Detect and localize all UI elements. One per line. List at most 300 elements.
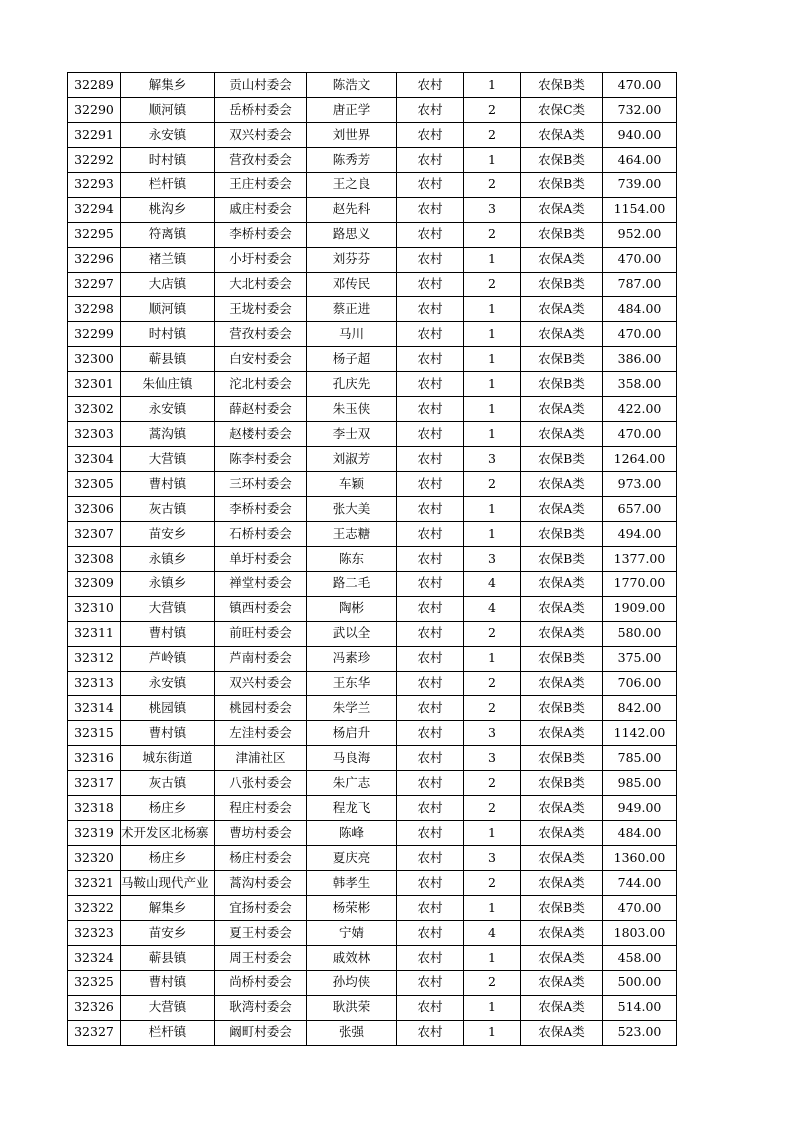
record-id-cell: 32312: [68, 646, 121, 671]
person-name-cell: 刘世界: [307, 122, 397, 147]
record-id-cell: 32306: [68, 496, 121, 521]
village-committee-cell: 大北村委会: [215, 272, 307, 297]
amount-cell: 484.00: [603, 297, 677, 322]
member-count-cell: 3: [464, 197, 521, 222]
village-committee-cell: 蒿沟村委会: [215, 871, 307, 896]
village-committee-cell: 贡山村委会: [215, 73, 307, 98]
town-cell: 蕲县镇: [121, 945, 215, 970]
insurance-category-cell: 农保A类: [521, 297, 603, 322]
village-committee-cell: 小圩村委会: [215, 247, 307, 272]
insurance-category-cell: 农保B类: [521, 347, 603, 372]
household-type-cell: 农村: [397, 646, 464, 671]
village-committee-cell: 禅堂村委会: [215, 571, 307, 596]
person-name-cell: 陈峰: [307, 821, 397, 846]
member-count-cell: 1: [464, 147, 521, 172]
amount-cell: 1264.00: [603, 447, 677, 472]
household-type-cell: 农村: [397, 272, 464, 297]
insurance-category-cell: 农保B类: [521, 372, 603, 397]
record-id-cell: 32310: [68, 596, 121, 621]
table-row: [68, 521, 677, 546]
insurance-category-cell: 农保B类: [521, 646, 603, 671]
household-type-cell: 农村: [397, 671, 464, 696]
insurance-category-cell: 农保A类: [521, 945, 603, 970]
table-row: [68, 397, 677, 422]
person-name-cell: 朱玉侠: [307, 397, 397, 422]
member-count-cell: 2: [464, 671, 521, 696]
village-committee-cell: 耿湾村委会: [215, 995, 307, 1020]
household-type-cell: 农村: [397, 222, 464, 247]
amount-cell: 470.00: [603, 322, 677, 347]
insurance-category-cell: 农保B类: [521, 771, 603, 796]
table-row: [68, 571, 677, 596]
household-type-cell: 农村: [397, 1020, 464, 1045]
amount-cell: 500.00: [603, 970, 677, 995]
town-cell: 解集乡: [121, 895, 215, 920]
record-id-cell: 32292: [68, 147, 121, 172]
village-committee-cell: 王垅村委会: [215, 297, 307, 322]
insurance-category-cell: 农保A类: [521, 671, 603, 696]
amount-cell: 470.00: [603, 422, 677, 447]
table-row: [68, 945, 677, 970]
town-cell: 朱仙庄镇: [121, 372, 215, 397]
town-cell: 时村镇: [121, 322, 215, 347]
insurance-category-cell: 农保A类: [521, 995, 603, 1020]
record-id-cell: 32303: [68, 422, 121, 447]
insurance-category-cell: 农保A类: [521, 846, 603, 871]
table-row: [68, 147, 677, 172]
insurance-category-cell: 农保A类: [521, 621, 603, 646]
member-count-cell: 2: [464, 771, 521, 796]
household-type-cell: 农村: [397, 97, 464, 122]
insurance-category-cell: 农保A类: [521, 571, 603, 596]
table-row: [68, 422, 677, 447]
member-count-cell: 1: [464, 422, 521, 447]
record-id-cell: 32319: [68, 821, 121, 846]
member-count-cell: 1: [464, 322, 521, 347]
record-id-cell: 32326: [68, 995, 121, 1020]
insurance-category-cell: 农保A类: [521, 796, 603, 821]
table-row: [68, 796, 677, 821]
insurance-category-cell: 农保C类: [521, 97, 603, 122]
member-count-cell: 4: [464, 571, 521, 596]
amount-cell: 1909.00: [603, 596, 677, 621]
amount-cell: 470.00: [603, 73, 677, 98]
village-committee-cell: 芦南村委会: [215, 646, 307, 671]
town-cell: 永镇乡: [121, 546, 215, 571]
person-name-cell: 张强: [307, 1020, 397, 1045]
person-name-cell: 杨启升: [307, 721, 397, 746]
person-name-cell: 程龙飞: [307, 796, 397, 821]
amount-cell: 706.00: [603, 671, 677, 696]
person-name-cell: 陈浩文: [307, 73, 397, 98]
person-name-cell: 车颖: [307, 472, 397, 497]
table-row: [68, 122, 677, 147]
insurance-category-cell: 农保B类: [521, 73, 603, 98]
table-row: [68, 696, 677, 721]
table-row: [68, 197, 677, 222]
record-id-cell: 32301: [68, 372, 121, 397]
amount-cell: 484.00: [603, 821, 677, 846]
household-type-cell: 农村: [397, 422, 464, 447]
person-name-cell: 王志糖: [307, 521, 397, 546]
household-type-cell: 农村: [397, 571, 464, 596]
member-count-cell: 2: [464, 222, 521, 247]
member-count-cell: 1: [464, 521, 521, 546]
record-id-cell: 32291: [68, 122, 121, 147]
household-type-cell: 农村: [397, 496, 464, 521]
member-count-cell: 4: [464, 596, 521, 621]
amount-cell: 386.00: [603, 347, 677, 372]
records-table-body: [68, 73, 677, 1046]
village-committee-cell: 陈李村委会: [215, 447, 307, 472]
household-type-cell: 农村: [397, 846, 464, 871]
village-committee-cell: 曹坊村委会: [215, 821, 307, 846]
village-committee-cell: 单圩村委会: [215, 546, 307, 571]
record-id-cell: 32322: [68, 895, 121, 920]
record-id-cell: 32300: [68, 347, 121, 372]
table-row: [68, 372, 677, 397]
member-count-cell: 3: [464, 721, 521, 746]
village-committee-cell: 赵楼村委会: [215, 422, 307, 447]
town-cell: 杨庄乡: [121, 846, 215, 871]
insurance-category-cell: 农保B类: [521, 447, 603, 472]
household-type-cell: 农村: [397, 721, 464, 746]
table-row: [68, 222, 677, 247]
records-table: [67, 72, 677, 1046]
household-type-cell: 农村: [397, 546, 464, 571]
record-id-cell: 32305: [68, 472, 121, 497]
insurance-category-cell: 农保B类: [521, 696, 603, 721]
record-id-cell: 32321: [68, 871, 121, 896]
town-cell: 顺河镇: [121, 297, 215, 322]
insurance-category-cell: 农保A类: [521, 871, 603, 896]
record-id-cell: 32316: [68, 746, 121, 771]
record-id-cell: 32320: [68, 846, 121, 871]
town-cell: 栏杆镇: [121, 1020, 215, 1045]
record-id-cell: 32294: [68, 197, 121, 222]
member-count-cell: 2: [464, 172, 521, 197]
insurance-category-cell: 农保A类: [521, 920, 603, 945]
amount-cell: 458.00: [603, 945, 677, 970]
village-committee-cell: 戚庄村委会: [215, 197, 307, 222]
village-committee-cell: 镇西村委会: [215, 596, 307, 621]
person-name-cell: 韩孝生: [307, 871, 397, 896]
amount-cell: 470.00: [603, 247, 677, 272]
member-count-cell: 1: [464, 945, 521, 970]
table-row: [68, 871, 677, 896]
insurance-category-cell: 农保B类: [521, 895, 603, 920]
member-count-cell: 1: [464, 73, 521, 98]
insurance-category-cell: 农保A类: [521, 1020, 603, 1045]
record-id-cell: 32308: [68, 546, 121, 571]
table-row: [68, 646, 677, 671]
record-id-cell: 32317: [68, 771, 121, 796]
member-count-cell: 1: [464, 821, 521, 846]
member-count-cell: 1: [464, 496, 521, 521]
person-name-cell: 王之良: [307, 172, 397, 197]
insurance-category-cell: 农保A类: [521, 322, 603, 347]
household-type-cell: 农村: [397, 397, 464, 422]
town-cell: 时村镇: [121, 147, 215, 172]
amount-cell: 949.00: [603, 796, 677, 821]
village-committee-cell: 双兴村委会: [215, 671, 307, 696]
insurance-category-cell: 农保A类: [521, 821, 603, 846]
person-name-cell: 马良海: [307, 746, 397, 771]
amount-cell: 842.00: [603, 696, 677, 721]
town-cell: 桃园镇: [121, 696, 215, 721]
table-row: [68, 821, 677, 846]
record-id-cell: 32297: [68, 272, 121, 297]
member-count-cell: 1: [464, 297, 521, 322]
table-row: [68, 347, 677, 372]
town-cell: 马鞍山现代产业: [121, 871, 215, 896]
amount-cell: 1142.00: [603, 721, 677, 746]
member-count-cell: 2: [464, 871, 521, 896]
table-row: [68, 297, 677, 322]
member-count-cell: 3: [464, 746, 521, 771]
member-count-cell: 1: [464, 1020, 521, 1045]
record-id-cell: 32314: [68, 696, 121, 721]
town-cell: 苗安乡: [121, 920, 215, 945]
table-row: [68, 771, 677, 796]
village-committee-cell: 沱北村委会: [215, 372, 307, 397]
insurance-category-cell: 农保A类: [521, 397, 603, 422]
person-name-cell: 陶彬: [307, 596, 397, 621]
table-row: [68, 247, 677, 272]
town-cell: 永安镇: [121, 397, 215, 422]
amount-cell: 523.00: [603, 1020, 677, 1045]
amount-cell: 494.00: [603, 521, 677, 546]
record-id-cell: 32299: [68, 322, 121, 347]
amount-cell: 1770.00: [603, 571, 677, 596]
record-id-cell: 32296: [68, 247, 121, 272]
table-row: [68, 596, 677, 621]
person-name-cell: 邓传民: [307, 272, 397, 297]
village-committee-cell: 尚桥村委会: [215, 970, 307, 995]
table-row: [68, 322, 677, 347]
village-committee-cell: 双兴村委会: [215, 122, 307, 147]
household-type-cell: 农村: [397, 970, 464, 995]
village-committee-cell: 阚町村委会: [215, 1020, 307, 1045]
insurance-category-cell: 农保A类: [521, 472, 603, 497]
member-count-cell: 1: [464, 397, 521, 422]
town-cell: 曹村镇: [121, 621, 215, 646]
amount-cell: 358.00: [603, 372, 677, 397]
insurance-category-cell: 农保A类: [521, 721, 603, 746]
member-count-cell: 2: [464, 696, 521, 721]
amount-cell: 744.00: [603, 871, 677, 896]
household-type-cell: 农村: [397, 147, 464, 172]
person-name-cell: 夏庆亮: [307, 846, 397, 871]
town-cell: 灰古镇: [121, 496, 215, 521]
table-row: [68, 746, 677, 771]
village-committee-cell: 桃园村委会: [215, 696, 307, 721]
village-committee-cell: 白安村委会: [215, 347, 307, 372]
person-name-cell: 朱学兰: [307, 696, 397, 721]
record-id-cell: 32302: [68, 397, 121, 422]
record-id-cell: 32315: [68, 721, 121, 746]
record-id-cell: 32289: [68, 73, 121, 98]
member-count-cell: 2: [464, 970, 521, 995]
table-row: [68, 970, 677, 995]
insurance-category-cell: 农保B类: [521, 147, 603, 172]
table-row: [68, 73, 677, 98]
record-id-cell: 32298: [68, 297, 121, 322]
village-committee-cell: 李桥村委会: [215, 496, 307, 521]
household-type-cell: 农村: [397, 596, 464, 621]
person-name-cell: 耿洪荣: [307, 995, 397, 1020]
household-type-cell: 农村: [397, 945, 464, 970]
insurance-category-cell: 农保B类: [521, 546, 603, 571]
person-name-cell: 路二毛: [307, 571, 397, 596]
insurance-category-cell: 农保A类: [521, 596, 603, 621]
household-type-cell: 农村: [397, 746, 464, 771]
household-type-cell: 农村: [397, 197, 464, 222]
record-id-cell: 32311: [68, 621, 121, 646]
household-type-cell: 农村: [397, 73, 464, 98]
member-count-cell: 2: [464, 272, 521, 297]
record-id-cell: 32309: [68, 571, 121, 596]
household-type-cell: 农村: [397, 297, 464, 322]
record-id-cell: 32295: [68, 222, 121, 247]
insurance-category-cell: 农保A类: [521, 496, 603, 521]
person-name-cell: 赵先科: [307, 197, 397, 222]
person-name-cell: 张大美: [307, 496, 397, 521]
insurance-category-cell: 农保A类: [521, 247, 603, 272]
town-cell: 桃沟乡: [121, 197, 215, 222]
member-count-cell: 3: [464, 546, 521, 571]
member-count-cell: 1: [464, 995, 521, 1020]
village-committee-cell: 夏王村委会: [215, 920, 307, 945]
town-cell: 永镇乡: [121, 571, 215, 596]
member-count-cell: 1: [464, 247, 521, 272]
insurance-category-cell: 农保B类: [521, 272, 603, 297]
insurance-category-cell: 农保A类: [521, 122, 603, 147]
town-cell: 解集乡: [121, 73, 215, 98]
person-name-cell: 孔庆先: [307, 372, 397, 397]
household-type-cell: 农村: [397, 122, 464, 147]
town-cell: 曹村镇: [121, 970, 215, 995]
village-committee-cell: 薛赵村委会: [215, 397, 307, 422]
amount-cell: 973.00: [603, 472, 677, 497]
village-committee-cell: 营孜村委会: [215, 322, 307, 347]
village-committee-cell: 宜扬村委会: [215, 895, 307, 920]
person-name-cell: 宁婧: [307, 920, 397, 945]
town-cell: 大店镇: [121, 272, 215, 297]
household-type-cell: 农村: [397, 895, 464, 920]
person-name-cell: 朱广志: [307, 771, 397, 796]
person-name-cell: 杨子超: [307, 347, 397, 372]
table-row: [68, 172, 677, 197]
amount-cell: 940.00: [603, 122, 677, 147]
table-row: [68, 995, 677, 1020]
member-count-cell: 3: [464, 447, 521, 472]
table-row: [68, 721, 677, 746]
town-cell: 曹村镇: [121, 472, 215, 497]
amount-cell: 1360.00: [603, 846, 677, 871]
town-cell: 大营镇: [121, 995, 215, 1020]
table-row: [68, 621, 677, 646]
household-type-cell: 农村: [397, 372, 464, 397]
household-type-cell: 农村: [397, 821, 464, 846]
amount-cell: 514.00: [603, 995, 677, 1020]
town-cell: 蕲县镇: [121, 347, 215, 372]
insurance-category-cell: 农保B类: [521, 746, 603, 771]
amount-cell: 422.00: [603, 397, 677, 422]
insurance-category-cell: 农保B类: [521, 222, 603, 247]
amount-cell: 375.00: [603, 646, 677, 671]
insurance-category-cell: 农保B类: [521, 172, 603, 197]
amount-cell: 1154.00: [603, 197, 677, 222]
member-count-cell: 2: [464, 97, 521, 122]
town-cell: 永安镇: [121, 122, 215, 147]
table-row: [68, 920, 677, 945]
record-id-cell: 32290: [68, 97, 121, 122]
village-committee-cell: 八张村委会: [215, 771, 307, 796]
person-name-cell: 戚效林: [307, 945, 397, 970]
table-row: [68, 97, 677, 122]
member-count-cell: 2: [464, 621, 521, 646]
member-count-cell: 2: [464, 122, 521, 147]
table-row: [68, 546, 677, 571]
amount-cell: 470.00: [603, 895, 677, 920]
village-committee-cell: 李桥村委会: [215, 222, 307, 247]
person-name-cell: 王东华: [307, 671, 397, 696]
town-cell: 术开发区北杨寨: [121, 821, 215, 846]
record-id-cell: 32307: [68, 521, 121, 546]
table-row: [68, 671, 677, 696]
member-count-cell: 1: [464, 372, 521, 397]
person-name-cell: 武以全: [307, 621, 397, 646]
insurance-category-cell: 农保A类: [521, 970, 603, 995]
record-id-cell: 32318: [68, 796, 121, 821]
amount-cell: 787.00: [603, 272, 677, 297]
member-count-cell: 2: [464, 796, 521, 821]
household-type-cell: 农村: [397, 871, 464, 896]
table-row: [68, 472, 677, 497]
household-type-cell: 农村: [397, 347, 464, 372]
amount-cell: 1803.00: [603, 920, 677, 945]
table-row: [68, 846, 677, 871]
household-type-cell: 农村: [397, 995, 464, 1020]
village-committee-cell: 石桥村委会: [215, 521, 307, 546]
person-name-cell: 刘淑芳: [307, 447, 397, 472]
village-committee-cell: 左洼村委会: [215, 721, 307, 746]
amount-cell: 580.00: [603, 621, 677, 646]
village-committee-cell: 周王村委会: [215, 945, 307, 970]
household-type-cell: 农村: [397, 247, 464, 272]
amount-cell: 952.00: [603, 222, 677, 247]
town-cell: 大营镇: [121, 596, 215, 621]
record-id-cell: 32327: [68, 1020, 121, 1045]
person-name-cell: 孙均侠: [307, 970, 397, 995]
member-count-cell: 1: [464, 347, 521, 372]
table-row: [68, 1020, 677, 1045]
person-name-cell: 蔡正进: [307, 297, 397, 322]
village-committee-cell: 程庄村委会: [215, 796, 307, 821]
table-row: [68, 272, 677, 297]
town-cell: 曹村镇: [121, 721, 215, 746]
member-count-cell: 1: [464, 646, 521, 671]
amount-cell: 464.00: [603, 147, 677, 172]
record-id-cell: 32304: [68, 447, 121, 472]
household-type-cell: 农村: [397, 521, 464, 546]
town-cell: 芦岭镇: [121, 646, 215, 671]
town-cell: 大营镇: [121, 447, 215, 472]
village-committee-cell: 岳桥村委会: [215, 97, 307, 122]
town-cell: 栏杆镇: [121, 172, 215, 197]
person-name-cell: 李士双: [307, 422, 397, 447]
